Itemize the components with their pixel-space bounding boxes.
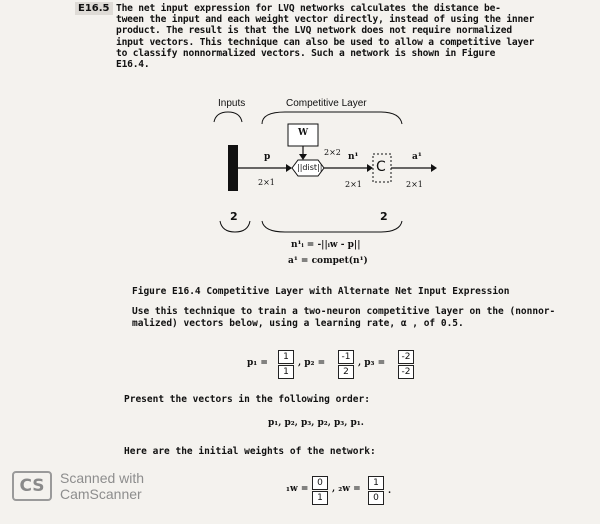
weight-1 (312, 476, 328, 506)
p-arrow-head (286, 164, 292, 172)
layer-bracket-top (262, 112, 402, 124)
weight-2-label: , ₂w = (332, 484, 361, 494)
n-dim: 2×1 (345, 180, 362, 189)
compet-label: C (376, 159, 386, 175)
vector-value: 2 (338, 365, 354, 379)
inputs-bracket-top (214, 112, 242, 122)
weights-text: Here are the initial weights of the network: (124, 446, 376, 457)
vector-value: 1 (278, 365, 294, 379)
layer-size: 2 (380, 210, 388, 223)
order-text: Present the vectors in the following order: (124, 394, 370, 405)
vector-p2 (338, 350, 354, 380)
exercise-number: E16.5 (75, 2, 113, 15)
weights-period: . (388, 486, 392, 496)
vector-p1-label: p₁ = (247, 358, 268, 368)
layer-label: Competitive Layer (286, 98, 367, 109)
p-label: p (264, 152, 271, 162)
instruction-line: Use this technique to train a two-neuron competitive layer on the (nonnor- (132, 306, 556, 317)
camscanner-watermark (12, 470, 144, 502)
net-input-equation: n¹ᵢ = -||ᵢw - p|| (291, 240, 361, 250)
vector-value: 1 (278, 350, 294, 364)
vector-p2-label: , p₂ = (298, 358, 326, 368)
order-sequence: p₁, p₂, p₃, p₂, p₃, p₁. (268, 418, 364, 428)
paragraph-line: input vectors. This technique can also be used to allow a competitive layer (116, 36, 535, 48)
watermark-line: CamScanner (60, 486, 142, 502)
vector-p3 (398, 350, 414, 380)
w-dim: 2×2 (324, 148, 341, 157)
dist-label: ||dist|| (297, 163, 323, 172)
weight-value: 0 (368, 491, 384, 505)
vector-value: -2 (398, 365, 414, 379)
p-dim: 2×1 (258, 178, 275, 187)
input-size: 2 (230, 210, 238, 223)
a-dim: 2×1 (406, 180, 423, 189)
figure-caption: Figure E16.4 Competitive Layer with Alternate Net Input Expression (132, 286, 510, 297)
paragraph-line: product. The result is that the LVQ network does not require normalized (116, 25, 512, 37)
a-arrow-head (431, 164, 437, 172)
instruction-line: malized) vectors below, using a learning rate, α , of 0.5. (132, 318, 464, 329)
w-arrow-head (299, 154, 307, 160)
weight-value: 0 (312, 476, 328, 490)
vector-value: -1 (338, 350, 354, 364)
weight-1-label: ₁w = (286, 484, 309, 494)
weight-value: 1 (312, 491, 328, 505)
output-equation: a¹ = compet(n¹) (288, 256, 368, 266)
n-arrow-head (367, 164, 373, 172)
paragraph-line: tween the input and each weight vector directly, instead of using the inner (116, 14, 535, 26)
watermark-text (60, 470, 144, 502)
paragraph-line: E16.4. (116, 59, 150, 71)
vector-value: -2 (398, 350, 414, 364)
input-vector-block (228, 145, 238, 191)
w-label: W (298, 128, 309, 138)
n-label: n¹ (348, 152, 359, 162)
watermark-line: Scanned with (60, 470, 145, 486)
camscanner-logo-icon: CS (12, 471, 52, 501)
weight-2 (368, 476, 384, 506)
weight-value: 1 (368, 476, 384, 490)
paragraph-line: to classify nonnormalized vectors. Such a network is shown in Figure (116, 47, 496, 59)
vector-p3-label: , p₃ = (358, 358, 386, 368)
vector-p1 (278, 350, 294, 380)
inputs-label: Inputs (218, 98, 246, 109)
a-label: a¹ (412, 152, 422, 162)
paragraph-line: The net input expression for LVQ networks calculates the distance be- (116, 3, 501, 14)
